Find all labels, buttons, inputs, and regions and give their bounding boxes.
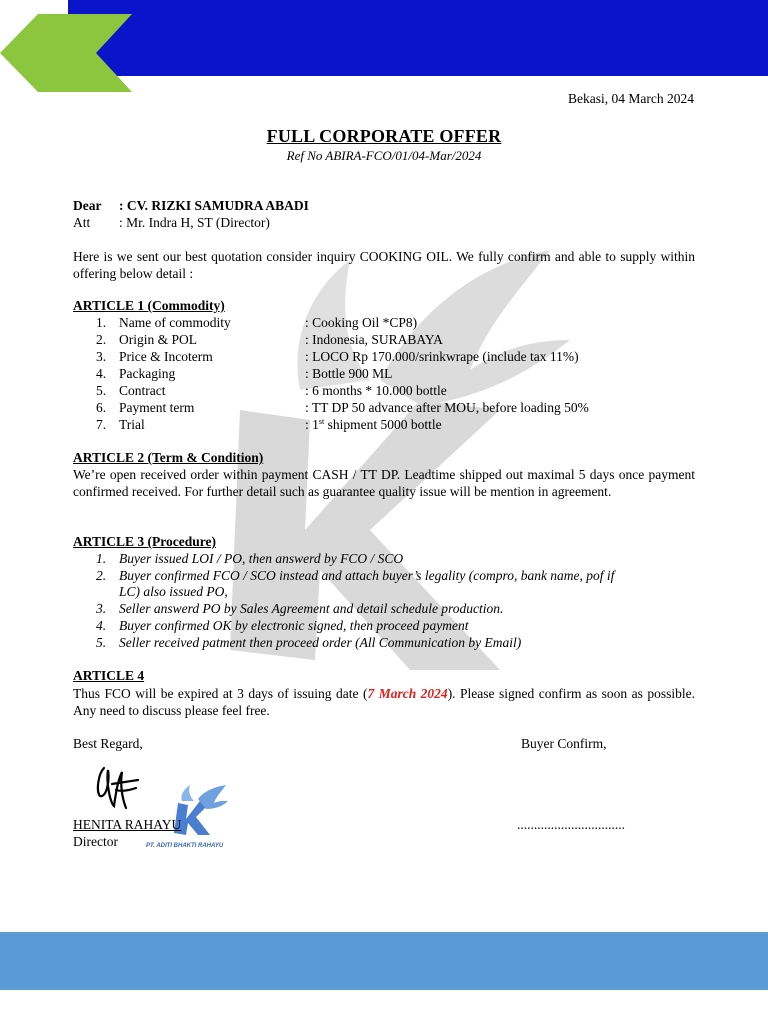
dear-value: : CV. RIZKI SAMUDRA ABADI: [119, 198, 309, 213]
signer-name: HENITA RAHAYU: [73, 817, 182, 832]
value-text: : 1: [305, 417, 319, 432]
item-number: 7.: [96, 417, 107, 432]
expiry-date: 7 March 2024: [367, 686, 448, 701]
item-number: 3.: [96, 349, 107, 364]
intro-paragraph: Here is we sent our best quotation consider inquiry COOKING OIL. We fully confirm and able to supply within offering below detail :: [73, 249, 695, 281]
closing-text: Best Regard,: [73, 736, 143, 751]
item-value: : LOCO Rp 170.000/srinkwrape (include tax 11%): [305, 349, 579, 364]
item-number: 3.: [96, 601, 107, 616]
procedure-step-continued: LC) also issued PO,: [119, 584, 228, 599]
item-label: Name of commodity: [119, 315, 231, 330]
company-logo-text: PT. ADITI BHAKTI RAHAYU: [146, 843, 224, 849]
item-value: [305, 417, 442, 433]
place-date: Bekasi, 04 March 2024: [568, 91, 694, 106]
ordinal-suffix: st: [318, 417, 325, 426]
article4-heading: ARTICLE 4: [73, 668, 145, 683]
procedure-step: Seller received patment then proceed order (All Communication by Email): [119, 635, 522, 650]
item-label: Contract: [119, 383, 166, 398]
item-value: : TT DP 50 advance after MOU, before loading 50%: [305, 400, 589, 415]
list-item: [0, 366, 768, 383]
article2-paragraph: We’re open received order within payment CASH / TT DP. Leadtime shipped out maximal 5 days once payment confirmed received. For further detail such as guarantee quality issue will be mention in agreement.: [73, 467, 695, 499]
item-value: : 6 months * 10.000 bottle: [305, 383, 447, 398]
list-item: [0, 400, 768, 417]
list-item: [0, 383, 768, 400]
list-item: [0, 417, 768, 434]
signer-title: Director: [73, 834, 118, 849]
article1-heading: ARTICLE 1 (Commodity): [73, 298, 225, 313]
green-arrow-logo: [0, 14, 132, 92]
article2-heading: ARTICLE 2 (Term & Condition): [73, 450, 264, 465]
item-number: 4.: [96, 366, 107, 381]
list-item: [0, 349, 768, 366]
procedure-step: Seller answerd PO by Sales Agreement and detail schedule production.: [119, 601, 504, 616]
item-label: Payment term: [119, 400, 195, 415]
item-number: 5.: [96, 383, 107, 398]
item-value: : Bottle 900 ML: [305, 366, 393, 381]
procedure-step: Buyer confirmed FCO / SCO instead and attach buyer’s legality (compro, bank name, pof if: [119, 568, 615, 583]
header-blue-bar: [68, 0, 768, 76]
list-item: [0, 332, 768, 349]
item-label: Origin & POL: [119, 332, 198, 347]
list-item: [0, 315, 768, 332]
document-title: FULL CORPORATE OFFER: [266, 126, 502, 146]
signature-image: [92, 762, 144, 812]
buyer-signature-line: ................................: [517, 817, 625, 832]
item-label: Packaging: [119, 366, 176, 381]
item-number: 2.: [96, 568, 107, 583]
item-number: 2.: [96, 332, 107, 347]
item-number: 5.: [96, 635, 107, 650]
item-number: 1.: [96, 551, 107, 566]
dear-label: Dear: [73, 198, 102, 213]
value-text: shipment 5000 bottle: [324, 417, 442, 432]
procedure-step: Buyer confirmed OK by electronic signed, then proceed payment: [119, 618, 469, 633]
reference-number: Ref No ABIRA-FCO/01/04-Mar/2024: [286, 148, 482, 163]
footer-bar: [0, 932, 768, 990]
article3-heading: ARTICLE 3 (Procedure): [73, 534, 217, 549]
att-value: : Mr. Indra H, ST (Director): [119, 215, 270, 230]
item-value: : Indonesia, SURABAYA: [305, 332, 443, 347]
item-number: 4.: [96, 618, 107, 633]
article4-text: ). Please signed confirm as soon as possible. Any need to discuss please feel free.: [73, 686, 695, 718]
buyer-confirm-text: Buyer Confirm,: [521, 736, 607, 751]
item-label: Price & Incoterm: [119, 349, 213, 364]
procedure-step: Buyer issued LOI / PO, then answerd by FCO / SCO: [119, 551, 404, 566]
item-value: : Cooking Oil *CP8): [305, 315, 418, 330]
item-number: 1.: [96, 315, 107, 330]
article4-paragraph: [73, 685, 695, 719]
article4-text: Thus FCO will be expired at 3 days of issuing date (: [73, 686, 368, 701]
item-label: Trial: [119, 417, 145, 432]
item-number: 6.: [96, 400, 107, 415]
att-label: Att: [73, 215, 91, 230]
